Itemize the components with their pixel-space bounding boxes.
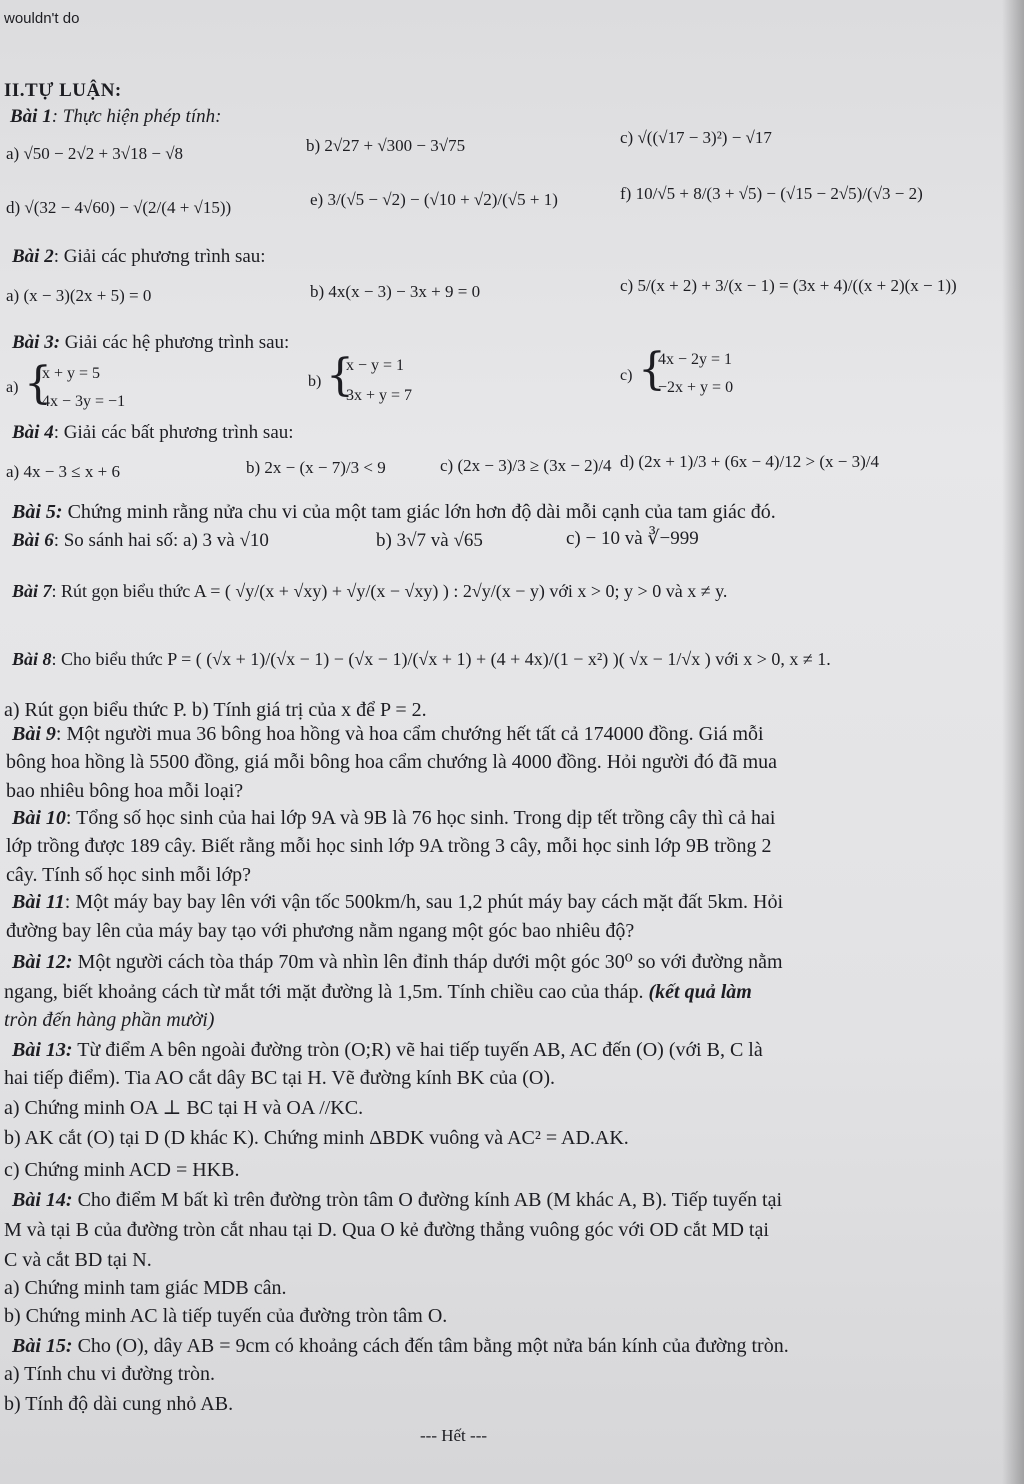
b3-b2: 3x + y = 7 — [346, 387, 413, 404]
b1-f: f) 10/√5 + 8/(3 + √5) − (√15 − 2√5)/(√3 − 2) — [620, 184, 923, 203]
b13-l2: hai tiếp điểm). Tia AO cắt dây BC tại H. Vẽ đường kính BK của (O). — [4, 1067, 555, 1089]
b14-l1 — [12, 1188, 782, 1212]
b7-text: : Rút gọn biểu thức A = ( √y/(x + √xy) + √y/(x − √xy) ) : 2√y/(x − y) với x > 0; y > 0 và x ≠ y. — [51, 581, 728, 601]
b9-l1 — [12, 722, 764, 746]
b13-l1 — [12, 1038, 763, 1062]
b1-a: a) √50 − 2√2 + 3√18 − √8 — [6, 144, 184, 163]
b10-l1 — [12, 806, 775, 830]
b5-title: Bài 5: — [12, 501, 63, 523]
b3-b-brace: { — [326, 350, 354, 401]
b2-b: b) 4x(x − 3) − 3x + 9 = 0 — [310, 282, 481, 301]
b1-heading — [10, 106, 221, 128]
b3-c2: −2x + y = 0 — [658, 379, 734, 396]
b3-c1: 4x − 2y = 1 — [658, 351, 733, 368]
b3-b-label: b) — [308, 373, 322, 390]
b14-b: b) Chứng minh AC là tiếp tuyến của đường tròn tâm O. — [4, 1305, 448, 1327]
b9-title: Bài 9 — [12, 723, 56, 745]
b13-text-1: Từ điểm A bên ngoài đường tròn (O;R) vẽ hai tiếp tuyến AB, AC đến (O) (với B, C là — [72, 1039, 763, 1061]
end-marker: --- Hết --- — [420, 1426, 488, 1445]
b3-heading — [12, 332, 289, 354]
b6-c: c) − 10 và ∛−999 — [566, 528, 699, 549]
b6-b: b) 3√7 và √65 — [376, 530, 483, 551]
b3-b1: x − y = 1 — [346, 357, 405, 374]
b3-c-label: c) — [620, 367, 633, 384]
b15-a: a) Tính chu vi đường tròn. — [4, 1363, 216, 1385]
b4-text: : Giải các bất phương trình sau: — [53, 422, 294, 443]
b1-c: c) √((√17 − 3)²) − √17 — [620, 128, 772, 147]
b12-l3: tròn đến hàng phần mười) — [4, 1009, 215, 1031]
b11-l1 — [12, 890, 783, 914]
b11-title: Bài 11 — [12, 891, 65, 913]
b15-text-1: Cho (O), dây AB = 9cm có khoảng cách đến tâm bằng một nửa bán kính của đường tròn. — [72, 1335, 789, 1357]
b12-note: (kết quả làm — [643, 981, 752, 1003]
b2-a: a) (x − 3)(2x + 5) = 0 — [6, 286, 152, 305]
b14-a: a) Chứng minh tam giác MDB cân. — [4, 1277, 287, 1299]
b1-e: e) 3/(√5 − √2) − (√10 + √2)/(√5 + 1) — [310, 190, 558, 209]
b3-title: Bài 3: — [12, 332, 61, 353]
b1-text: : Thực hiện phép tính: — [51, 106, 222, 127]
b9-text-1: : Một người mua 36 bông hoa hồng và hoa cẩm chướng hết tất cả 174000 đồng. Giá mỗi — [55, 723, 764, 745]
b3-c-brace: { — [638, 344, 666, 395]
b10-title: Bài 10 — [12, 807, 66, 829]
b4-b: b) 2x − (x − 7)/3 < 9 — [246, 458, 386, 477]
b13-c: c) Chứng minh ACD = HKB. — [4, 1159, 240, 1181]
b2-heading — [12, 246, 266, 268]
b9-l2: bông hoa hồng là 5500 đồng, giá mỗi bông hoa cẩm chướng là 4000 đồng. Hỏi người đó đã mua — [6, 751, 778, 773]
b3-text: Giải các hệ phương trình sau: — [60, 332, 290, 353]
b4-title: Bài 4 — [12, 422, 54, 443]
b2-title: Bài 2 — [12, 246, 54, 267]
b8-text: : Cho biểu thức P = ( (√x + 1)/(√x − 1) − (√x − 1)/(√x + 1) + (4 + 4x)/(1 − x²) )( √x − 1/√x ) với x > 0, x ≠ 1. — [51, 649, 831, 669]
b8 — [12, 648, 831, 670]
b15-b: b) Tính độ dài cung nhỏ AB. — [4, 1393, 234, 1415]
b5-text: Chứng minh rằng nửa chu vi của một tam giác lớn hơn độ dài mỗi cạnh của tam giác đó. — [62, 501, 776, 523]
b2-text: : Giải các phương trình sau: — [53, 246, 266, 267]
b10-text-1: : Tổng số học sinh của hai lớp 9A và 9B là 76 học sinh. Trong dịp tết trồng cây thì cả hai — [65, 807, 776, 829]
b2-c: c) 5/(x + 2) + 3/(x − 1) = (3x + 4)/((x + 2)(x − 1)) — [620, 276, 957, 295]
b14-title: Bài 14: — [12, 1189, 73, 1211]
b6-text: : So sánh hai số: a) 3 và √10 — [53, 530, 269, 551]
b10-l2: lớp trồng được 189 cây. Biết rằng mỗi học sinh lớp 9A trồng 3 cây, mỗi học sinh lớp 9B trồng 2 — [6, 835, 772, 857]
page-edge-shadow — [1002, 0, 1024, 1484]
b8-title: Bài 8 — [12, 649, 52, 669]
b4-d: d) (2x + 1)/3 + (6x − 4)/12 > (x − 3)/4 — [620, 452, 879, 471]
b11-text-1: : Một máy bay bay lên với vận tốc 500km/h, sau 1,2 phút máy bay cách mặt đất 5km. Hỏi — [64, 891, 784, 913]
b13-b: b) AK cắt (O) tại D (D khác K). Chứng minh ΔBDK vuông và AC² = AD.AK. — [4, 1127, 629, 1149]
b3-a2: 4x − 3y = −1 — [42, 393, 126, 410]
b3-a-brace: { — [24, 358, 52, 409]
b10-l3: cây. Tính số học sinh mỗi lớp? — [6, 864, 251, 886]
b6-title: Bài 6 — [12, 530, 54, 551]
b15-l1 — [12, 1334, 789, 1358]
b3-a1: x + y = 5 — [42, 365, 101, 382]
b12-text-1: Một người cách tòa tháp 70m và nhìn lên đỉnh tháp dưới một góc 30⁰ so với đường nằm — [72, 951, 783, 973]
b8-parts: a) Rút gọn biểu thức P. b) Tính giá trị của x để P = 2. — [4, 699, 427, 721]
b3-a-label: a) — [6, 379, 19, 396]
b12-text-2: ngang, biết khoảng cách từ mắt tới mặt đường là 1,5m. Tính chiều cao của tháp. — [4, 981, 644, 1003]
b12-l2 — [4, 980, 752, 1004]
b12-title: Bài 12: — [12, 951, 73, 973]
b15-title: Bài 15: — [12, 1335, 73, 1357]
b4-a: a) 4x − 3 ≤ x + 6 — [6, 462, 120, 481]
b9-l3: bao nhiêu bông hoa mỗi loại? — [6, 780, 244, 802]
b13-title: Bài 13: — [12, 1039, 73, 1061]
b4-heading — [12, 422, 294, 444]
b7-title: Bài 7 — [12, 581, 52, 601]
b11-l2: đường bay lên của máy bay tạo với phương nằm ngang một góc bao nhiêu độ? — [6, 920, 635, 942]
b1-d: d) √(32 − 4√60) − √(2/(4 + √15)) — [6, 198, 232, 217]
b1-b: b) 2√27 + √300 − 3√75 — [306, 136, 466, 155]
b7 — [12, 580, 727, 602]
top-fragment: wouldn't do — [4, 10, 80, 27]
b14-l3: C và cắt BD tại N. — [4, 1249, 152, 1271]
b12-l1 — [12, 950, 783, 974]
b1-title: Bài 1 — [10, 106, 52, 127]
b5 — [12, 500, 776, 524]
b14-text-1: Cho điểm M bất kì trên đường tròn tâm O đường kính AB (M khác A, B). Tiếp tuyến tại — [72, 1189, 783, 1211]
b14-l2: M và tại B của đường tròn cắt nhau tại D. Qua O kẻ đường thẳng vuông góc với OD cắt MD tại — [4, 1219, 769, 1241]
b6 — [12, 530, 269, 552]
section-header: II.TỰ LUẬN: — [4, 80, 122, 101]
b4-c: c) (2x − 3)/3 ≥ (3x − 2)/4 — [440, 456, 612, 475]
b13-a: a) Chứng minh OA ⊥ BC tại H và OA //KC. — [4, 1097, 364, 1119]
